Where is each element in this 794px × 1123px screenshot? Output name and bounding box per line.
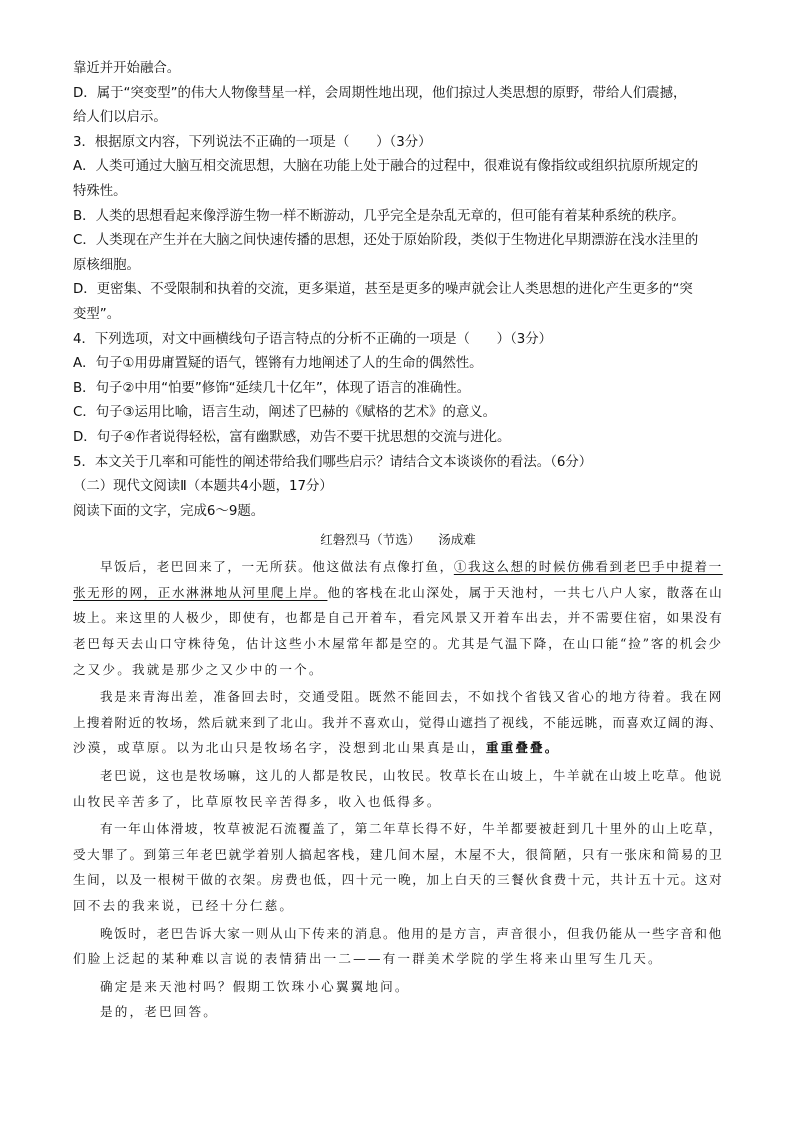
option-c-line: C．句子③运用比喻，语言生动，阐述了巴赫的《赋格的艺术》的意义。	[73, 405, 497, 421]
paragraph-line: 之又少。我就是那少之又少中的一个。	[73, 661, 324, 677]
option-d-line: D．更密集、不受限制和执着的交流，更多渠道，甚至是更多的噪声就会让人类思想的进化产生更多的“突	[73, 282, 693, 298]
text-line: 给人们以启示。	[73, 110, 167, 126]
paragraph-line: 生间，以及一根树干做的衣架。房费也低，四十元一晚，加上白天的三餐伙食费十元，共计五十元。这对	[73, 872, 724, 888]
text-line: 特殊性。	[73, 183, 127, 199]
option-a-line: A．人类可通过大脑互相交流思想，大脑在功能上处于融合的过程中，很难说有像指纹或组织抗原所规定的	[73, 159, 699, 175]
text-line: 变型”。	[73, 306, 121, 322]
paragraph-line: 们脸上泛起的某种难以言说的表情猜出一二——有一群美术学院的学生将来山里写生几天。	[73, 951, 663, 967]
story-title	[73, 529, 723, 551]
underlined-sentence-1: ①我这么想的时候仿佛看到老巴手中提着一	[453, 559, 723, 575]
paragraph-line: 是的，老巴回答。	[100, 1004, 218, 1020]
option-b-line: B．句子②中用“怕要”修饰“延续几十亿年”，体现了语言的准确性。	[73, 380, 471, 396]
underlined-sentence-1: 张无形的网，正水淋淋地从河里爬上岸。	[73, 584, 328, 600]
option-d-line: D．句子④作者说得轻松，富有幽默感，劝告不要干扰思想的交流与进化。	[73, 429, 511, 445]
question-section	[73, 57, 723, 524]
paragraph-line: 确定是来天池村吗？假期工饮珠小心翼翼地问。	[100, 978, 410, 994]
paragraph-line: 老巴说，这也是牧场嘛，这儿的人都是牧民，山牧民。牧草长在山坡上，牛羊就在山坡上吃草。他说	[100, 768, 723, 784]
option-a-line: A．句子①用毋庸置疑的语气，铿锵有力地阐述了人的生命的偶然性。	[73, 356, 483, 372]
story-section	[73, 529, 723, 1025]
text-span: 他的客栈在北山深处，属于天池村，一共七八户人家，散落在山	[327, 584, 724, 600]
paragraph-line	[73, 554, 723, 580]
paragraph-line: 回不去的我来说，已经十分仁慈。	[73, 898, 295, 913]
paragraph-line	[73, 580, 723, 606]
text-line: 靠近并开始融合。	[73, 61, 181, 76]
text-line: 原核细胞。	[73, 257, 140, 273]
question-3: 3．根据原文内容，下列说法不正确的一项是（ ）（3分）	[73, 134, 432, 150]
paragraph-line: 上搜着附近的牧场，然后就来到了北山。我并不喜欢山，觉得山遮挡了视线，不能远眺，而喜欢辽阔的海、	[73, 714, 723, 730]
section-heading: （二）现代文阅读Ⅱ（本题共4小题，17分）	[73, 479, 333, 495]
paragraph-line	[73, 735, 723, 761]
paragraph-line: 坡上。来这里的人极少，即使有，也都是自己开着车，看完风景又开着车出去，并不需要住宿，如果没有	[73, 610, 724, 626]
option-c-line: C．人类现在产生并在大脑之间快速传播的思想，还处于原始阶段，类似于生物进化早期漂游在浅水洼里的	[73, 233, 699, 249]
title-text: 红磐烈马（节选）	[320, 532, 421, 548]
paragraph-line: 我是来青海出差，准备回去时，交通受阻。既然不能回去，不如找个省钱又省心的地方待着。我在网	[100, 689, 723, 705]
text-span: 早饭后，老巴回来了，一无所获。他这做法有点像打鱼，	[100, 559, 454, 575]
question-5: 5．本文关于几率和可能性的阐述带给我们哪些启示？请结合文本谈谈你的看法。（6分）	[73, 454, 593, 470]
option-d-line: D．属于“突变型”的伟大人物像彗星一样，会周期性地出现，他们掠过人类思想的原野，带给人们震撼，	[73, 85, 687, 101]
text-span: 沙漠，或草原。以为北山只是牧场名字，没想到北山果真是山，	[73, 740, 486, 756]
paragraph-line: 山牧民辛苦多了，比草原牧民辛苦得多，收入也低得多。	[73, 793, 442, 809]
instruction: 阅读下面的文字，完成6～9题。	[73, 503, 265, 519]
question-4: 4．下列选项，对文中画横线句子语言特点的分析不正确的一项是（ ）（3分）	[73, 331, 553, 347]
paragraph-line: 老巴每天去山口守株待兔，估计这些小木屋常年都是空的。尤其是气温下降，在山口能“捡”客的机会少	[73, 636, 723, 652]
bold-phrase: 重重叠叠。	[485, 740, 560, 756]
page	[73, 57, 723, 1025]
paragraph-line: 受大罪了。到第三年老巴就学着别人搞起客栈，建几间木屋，木屋不大，很简陋，只有一张床和简易的卫	[73, 846, 724, 862]
option-b-line: B．人类的思想看起来像浮游生物一样不断游动，几乎完全是杂乱无章的，但可能有着某种系统的秩序。	[73, 208, 685, 224]
author-name: 汤成难	[438, 532, 476, 548]
paragraph-line: 晚饭时，老巴告诉大家一则从山下传来的消息。他用的是方言，声音很小，但我仍能从一些字音和他	[100, 925, 723, 941]
paragraph-line: 有一年山体滑坡，牧草被泥石流覆盖了，第二年草长得不好，牛羊都要被赶到几十里外的山上吃草，	[100, 821, 723, 837]
